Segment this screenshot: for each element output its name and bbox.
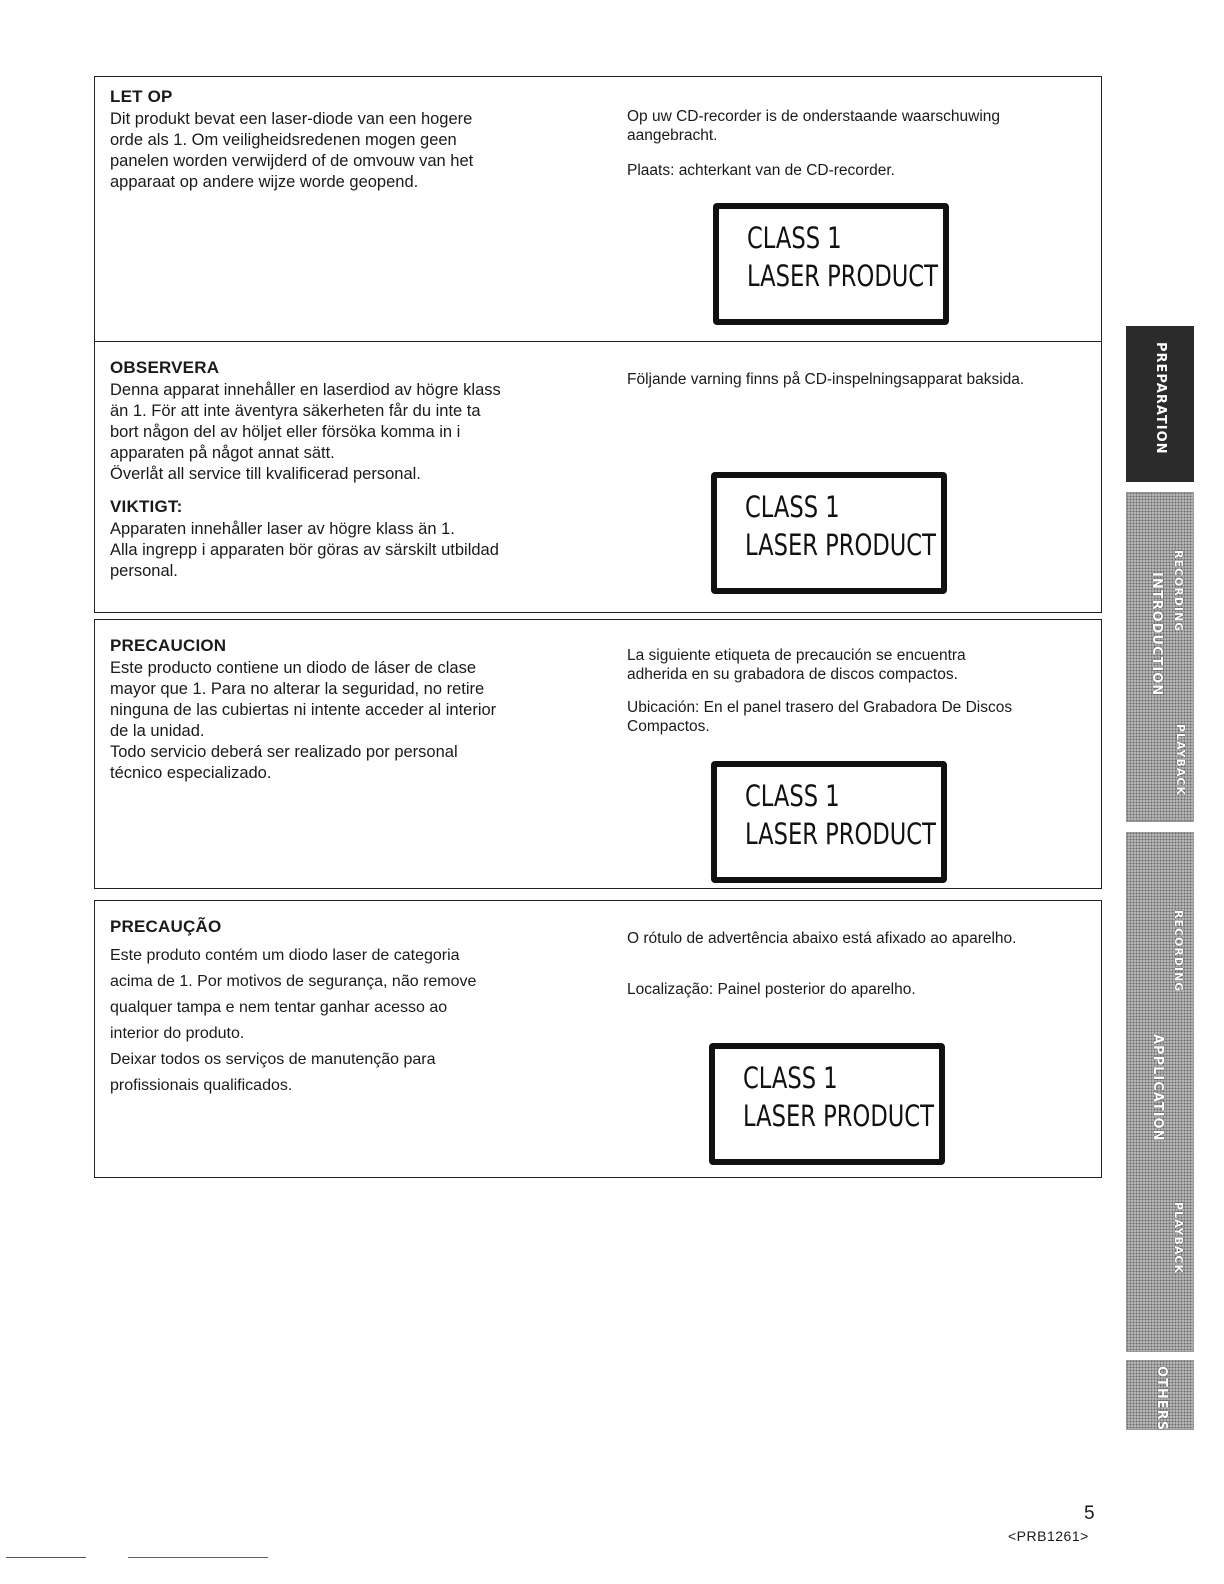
dutch-warning-text	[110, 87, 580, 193]
swedish-line: apparaten på något annat sätt.	[110, 444, 335, 462]
label-class-text: CLASS 1	[745, 490, 840, 524]
tab-playback2-label: PLAYBACK	[1172, 1202, 1185, 1274]
portuguese-line: qualquer tampa e nem tentar ganhar acesso ao	[110, 999, 448, 1016]
tab-others-label: OTHERS	[1154, 1366, 1169, 1432]
label-product-text: LASER PRODUCT	[745, 528, 936, 562]
portuguese-heading: PRECAUÇÃO	[110, 917, 222, 936]
tab-group-introduction[interactable]	[1126, 492, 1194, 822]
swedish-line: Denna apparat innehåller en laserdiod av högre klass	[110, 381, 501, 399]
label-class-text: CLASS 1	[747, 221, 842, 255]
portuguese-location: Localização: Painel posterior do aparelho.	[627, 981, 916, 998]
portuguese-line: profissionais qualificados.	[110, 1077, 293, 1094]
swedish-line: Överlåt all service till kvalificerad personal.	[110, 465, 421, 483]
section-swedish	[94, 341, 1102, 613]
spanish-label-info	[627, 646, 1097, 736]
tab-recording-label: RECORDING	[1172, 550, 1185, 633]
swedish-warning-text	[110, 358, 580, 582]
laser-class-label	[713, 203, 949, 325]
label-class-text: CLASS 1	[743, 1061, 838, 1095]
tab-preparation[interactable]	[1126, 326, 1194, 482]
portuguese-line: acima de 1. Por motivos de segurança, não remove	[110, 973, 477, 990]
tab-playback-label: PLAYBACK	[1174, 724, 1187, 796]
label-product-text: LASER PRODUCT	[745, 817, 936, 851]
spanish-right-line: La siguiente etiqueta de precaución se encuentra	[627, 647, 966, 664]
portuguese-line: Deixar todos os serviços de manutenção para	[110, 1051, 436, 1068]
footer-divider	[6, 1557, 86, 1558]
dutch-line: apparaat op andere wijze worde geopend.	[110, 173, 419, 191]
dutch-heading: LET OP	[110, 87, 173, 106]
section-dutch	[94, 76, 1102, 342]
swedish-line: än 1. För att inte äventyra säkerheten får du inte ta	[110, 402, 481, 420]
laser-class-label	[711, 472, 947, 594]
portuguese-label-info	[627, 929, 1097, 999]
tab-others[interactable]	[1126, 1360, 1194, 1430]
label-class-text: CLASS 1	[745, 779, 840, 813]
spanish-line: técnico especializado.	[110, 764, 272, 782]
tab-application-label: APPLICATION	[1150, 1034, 1165, 1142]
spanish-location-line: Ubicación: En el panel trasero del Grabadora De Discos	[627, 699, 1013, 716]
section-portuguese	[94, 900, 1102, 1178]
dutch-line: panelen worden verwijderd of de omvouw van het	[110, 152, 474, 170]
tab-preparation-label: PREPARATION	[1153, 342, 1168, 455]
dutch-right-line: Op uw CD-recorder is de onderstaande waarschuwing	[627, 108, 1001, 125]
spanish-line: ninguna de las cubiertas ni intente acceder al interior	[110, 701, 497, 719]
portuguese-line: interior do produto.	[110, 1025, 245, 1042]
spanish-line: Este producto contiene un diodo de láser de clase	[110, 659, 476, 677]
label-product-text: LASER PRODUCT	[743, 1099, 934, 1133]
spanish-line: de la unidad.	[110, 722, 205, 740]
spanish-location-line: Compactos.	[627, 718, 710, 735]
dutch-label-info	[627, 107, 1097, 180]
spanish-line: Todo servicio deberá ser realizado por personal	[110, 743, 458, 761]
footer-divider	[128, 1557, 268, 1558]
dutch-line: orde als 1. Om veiligheidsredenen mogen geen	[110, 131, 457, 149]
swedish-subline: personal.	[110, 562, 178, 580]
dutch-right-line: aangebracht.	[627, 127, 718, 144]
dutch-line: Dit produkt bevat een laser-diode van een hogere	[110, 110, 473, 128]
laser-class-label	[709, 1043, 945, 1165]
spanish-heading: PRECAUCION	[110, 636, 227, 655]
document-code: <PRB1261>	[1008, 1528, 1089, 1544]
page-number: 5	[1084, 1503, 1095, 1524]
section-spanish	[94, 619, 1102, 889]
label-product-text: LASER PRODUCT	[747, 259, 938, 293]
tab-recording2-label: RECORDING	[1172, 910, 1185, 993]
swedish-right-line: Följande varning finns på CD-inspelningsapparat baksida.	[627, 371, 1025, 388]
swedish-line: bort någon del av höljet eller försöka komma in i	[110, 423, 461, 441]
portuguese-line: Este produto contém um diodo laser de categoria	[110, 947, 460, 964]
tab-group-application[interactable]	[1126, 832, 1194, 1352]
dutch-location: Plaats: achterkant van de CD-recorder.	[627, 162, 895, 179]
spanish-warning-text	[110, 636, 580, 784]
laser-class-label	[711, 761, 947, 883]
tab-introduction-label: INTRODUCTION	[1149, 572, 1164, 697]
portuguese-right-line: O rótulo de advertência abaixo está afixado ao aparelho.	[627, 930, 1017, 947]
swedish-heading: OBSERVERA	[110, 358, 220, 377]
swedish-subheading: VIKTIGT:	[110, 497, 183, 516]
swedish-subline: Apparaten innehåller laser av högre klass än 1.	[110, 520, 455, 538]
portuguese-warning-text	[110, 917, 580, 1099]
swedish-label-info	[627, 370, 1097, 389]
spanish-right-line: adherida en su grabadora de discos compactos.	[627, 666, 958, 683]
spanish-line: mayor que 1. Para no alterar la seguridad, no retire	[110, 680, 485, 698]
swedish-subline: Alla ingrepp i apparaten bör göras av särskilt utbildad	[110, 541, 499, 559]
